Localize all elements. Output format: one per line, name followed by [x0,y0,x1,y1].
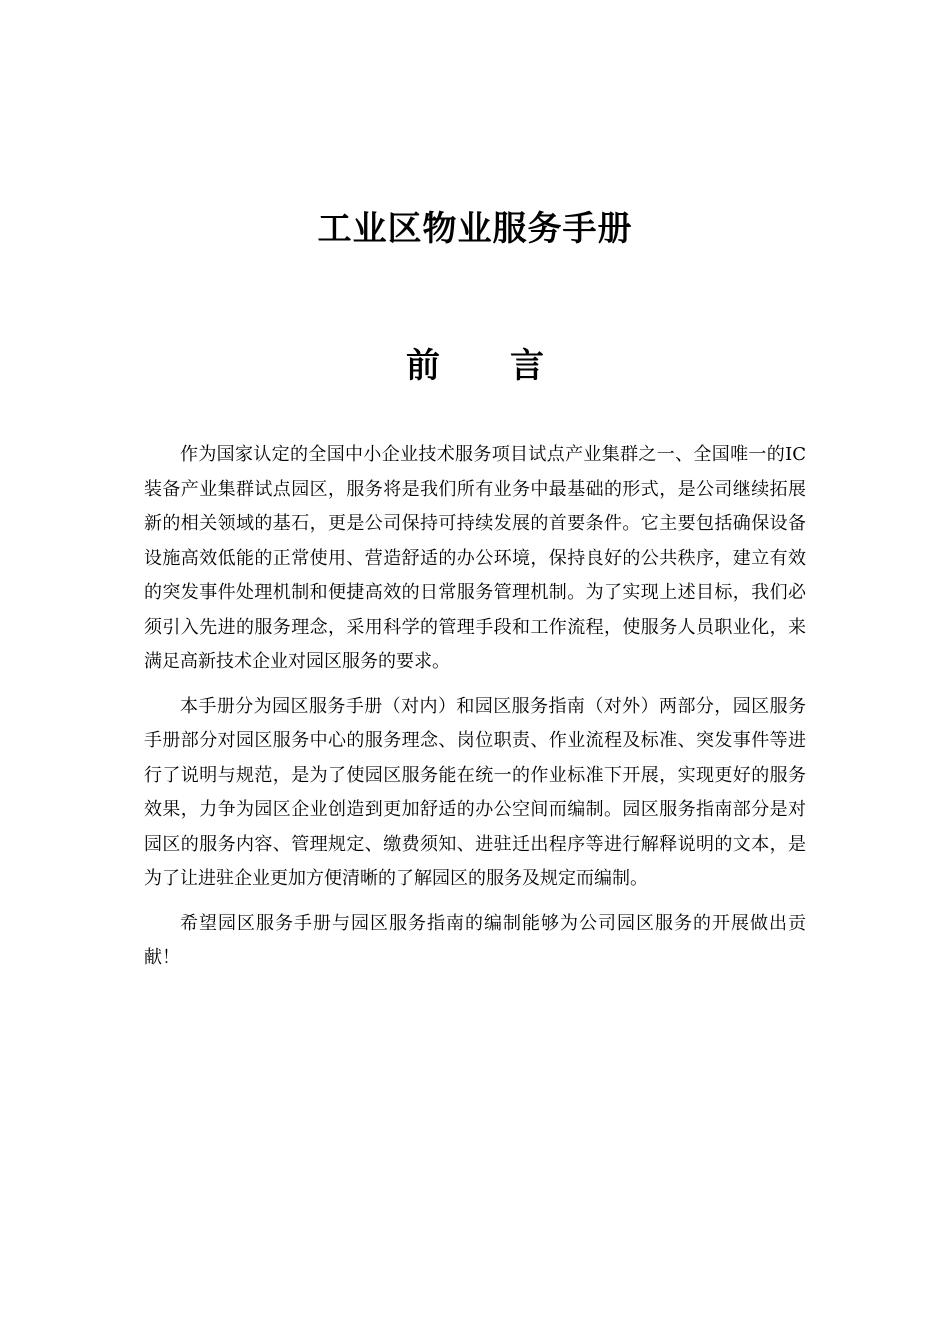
document-title: 工业区物业服务手册 [317,208,633,249]
preface-paragraph: 希望园区服务手册与园区服务指南的编制能够为公司园区服务的开展做出贡献！ [144,912,806,968]
preface-paragraph: 本手册分为园区服务手册（对内）和园区服务指南（对外）两部分，园区服务手册部分对园区服务中心的服务理念、岗位职责、作业流程及标准、突发事件等进行了说明与规范，是为了使园区服务能在统一的作业标准下开展，实现更好的服务效果，力争为园区企业创造到更加舒适的办公空间而编制。园区服务指南部分是对园区的服务内容、管理规定、缴费须知、进驻迁出程序等进行解释说明的文本，是为了让进驻企业更加方便清晰的了解园区的服务及规定而编制。 [144,695,806,889]
section-heading-preface: 前言 [406,346,614,387]
preface-paragraph: 作为国家认定的全国中小企业技术服务项目试点产业集群之一、全国唯一的IC装备产业集群试点园区，服务将是我们所有业务中最基础的形式，是公司继续拓展新的相关领域的基石，更是公司保持可持续发展的首要条件。它主要包括确保设备设施高效低能的正常使用、营造舒适的办公环境，保持良好的公共秩序，建立有效的突发事件处理机制和便捷高效的日常服务管理机制。为了实现上述目标，我们必须引入先进的服务理念，采用科学的管理手段和工作流程，使服务人员职业化，来满足高新技术企业对园区服务的要求。 [144,444,806,672]
preface-body [144,438,806,986]
